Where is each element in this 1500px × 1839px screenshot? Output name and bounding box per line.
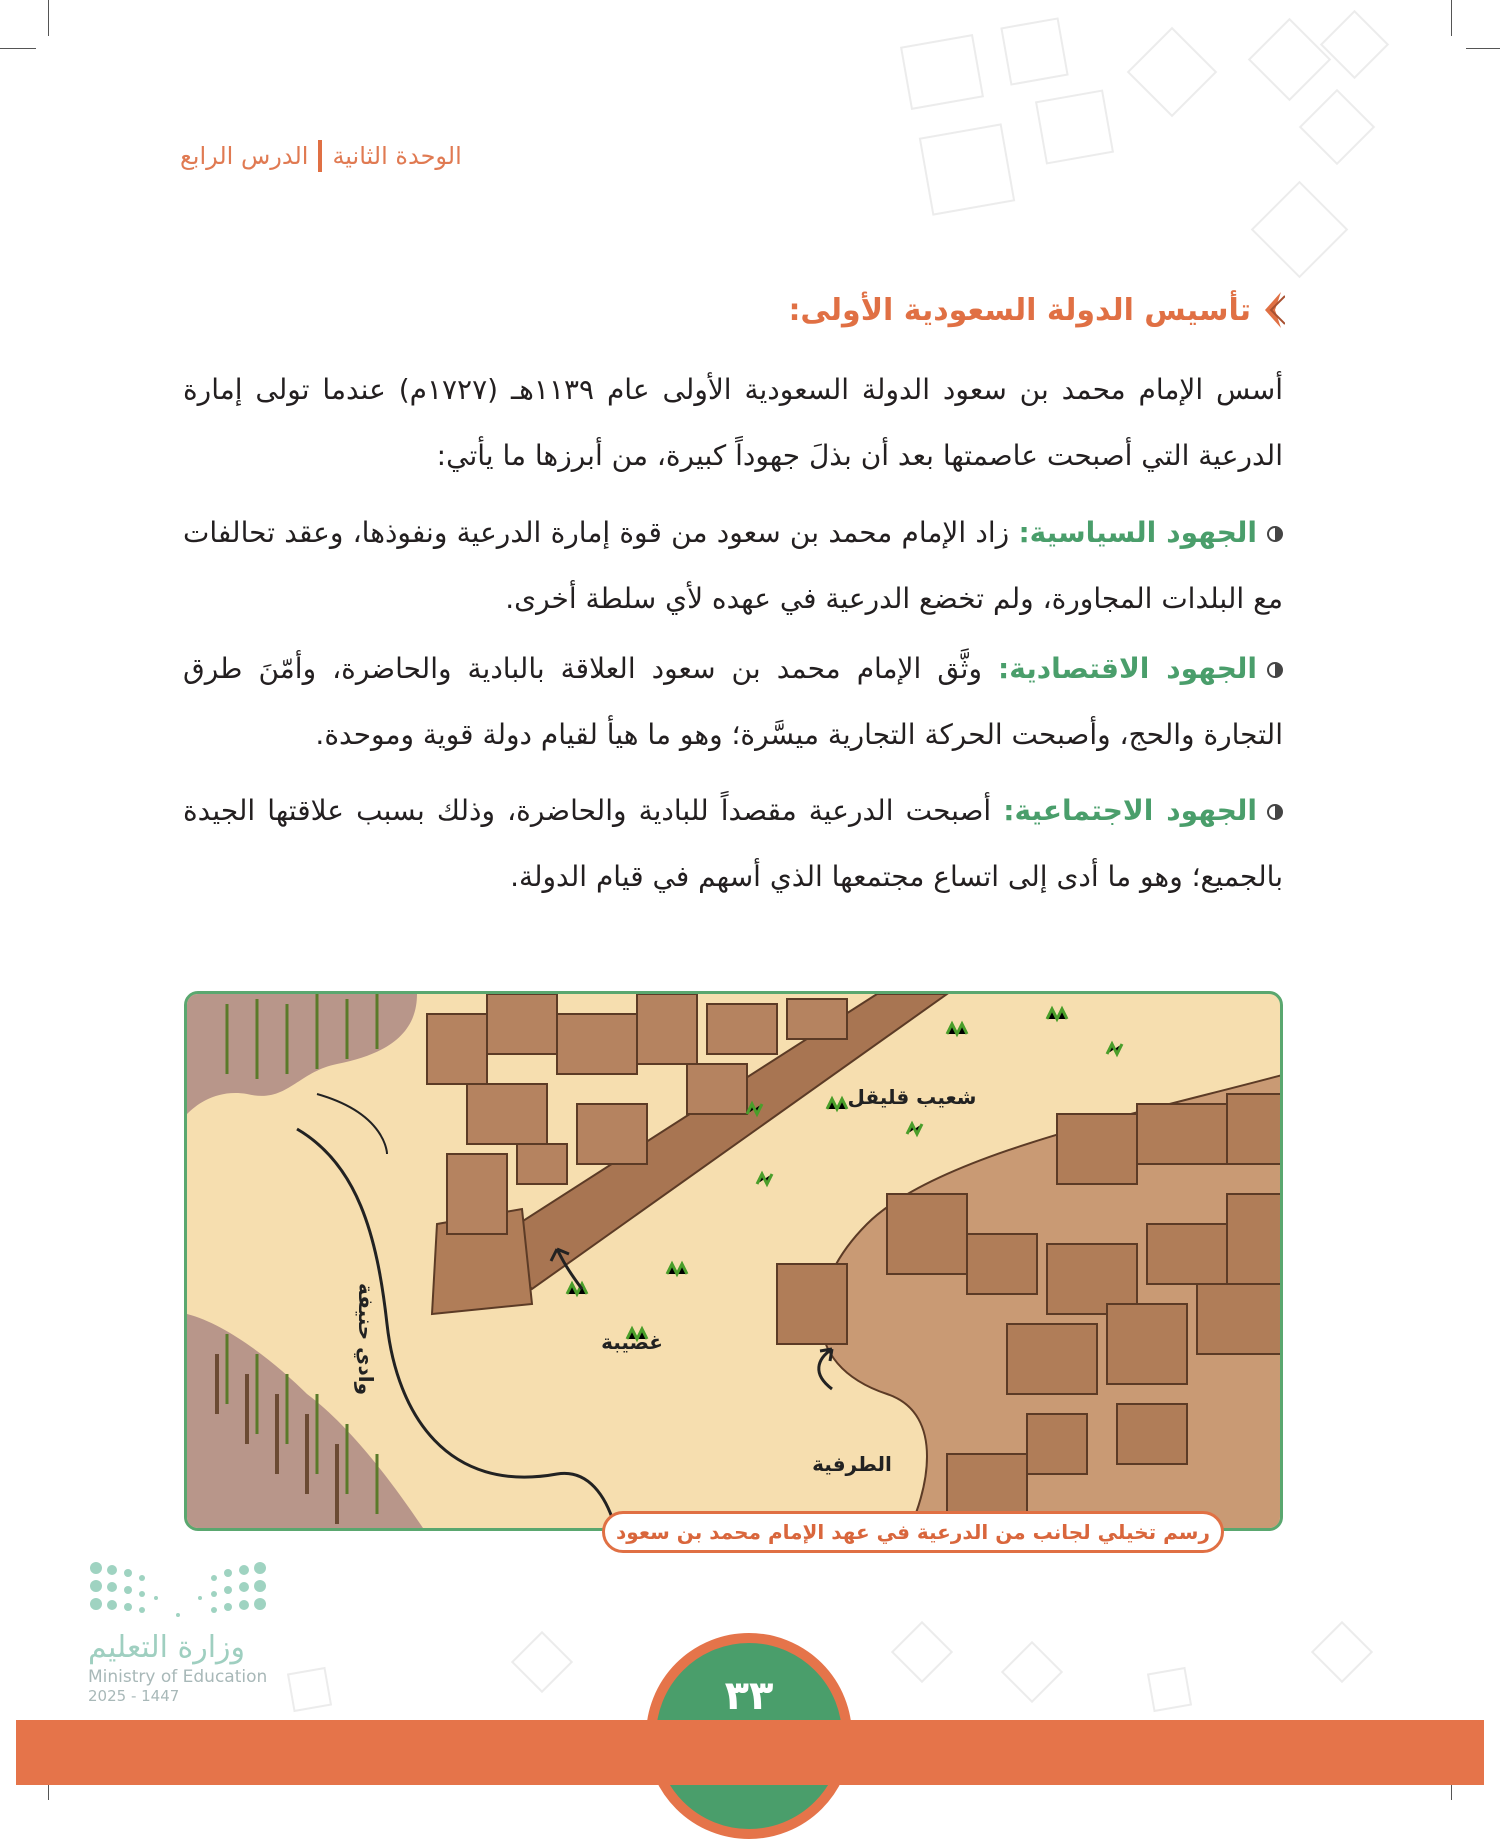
label-shuaib: شعيب قليقل [847,1085,977,1109]
wadi-path-edge [317,1094,387,1154]
ministry-logo [88,1560,278,1705]
bullet-term: الجهود السياسية: [1018,516,1257,549]
footer-bar [16,1720,1484,1785]
section-heading [788,290,1285,330]
arrow-icon [819,1349,832,1389]
label-turaif: الطرفية [812,1452,892,1476]
palm-grove-top [187,994,417,1114]
label-ghusaiba: غصيبة [601,1330,663,1354]
decor-square [1147,1667,1192,1712]
crop-mark [1451,0,1452,36]
bullet-economic [183,636,1283,768]
decor-diamond [511,1631,573,1693]
section-title: تأسيس الدولة السعودية الأولى: [788,292,1251,328]
logo-english-text: Ministry of Education [88,1667,268,1687]
crop-mark [0,48,36,49]
intro-paragraph: أسس الإمام محمد بن سعود الدولة السعودية الأولى عام ١١٣٩هـ (١٧٢٧م) عندما تولى إمارة الدرعية التي أصبحت عاصمتها بعد أن بذلَ جهوداً كبيرة، من أبرزها ما يأتي: [183,373,1283,472]
bullet-text: زاد الإمام محمد بن سعود من قوة إمارة الدرعية ونفوذها، وعقد تحالفات مع البلدات المجاورة، ولم تخضع الدرعية في عهده لأي سلطة أخرى. [183,516,1283,615]
bullet-text: وثَّق الإمام محمد بن سعود العلاقة بالبادية والحاضرة، وأمّنَ طرق التجارة والحج، وأصبحت الحركة التجارية ميسَّرة؛ وهو ما هيأ لقيام دولة قوية وموحدة. [183,652,1283,751]
decor-square [1000,17,1068,85]
bullet-icon [1267,662,1283,678]
bullet-term: الجهود الاقتصادية: [998,652,1257,685]
decor-square [1035,89,1114,164]
bullet-icon [1267,526,1283,542]
decor-diamond [1320,10,1389,79]
decor-diamond [1299,89,1375,165]
decor-diamond [1001,1641,1063,1703]
bullet-social [183,778,1283,910]
illustration-svg [187,994,1283,1531]
logo-year: 2025 - 1447 [88,1687,180,1705]
decor-square [919,123,1015,215]
breadcrumb [180,140,462,172]
decor-diamond [1251,181,1349,279]
figure-caption: رسم تخيلي لجانب من الدرعية في عهد الإمام محمد بن سعود [602,1511,1224,1553]
diriyah-illustration [184,991,1283,1531]
bullet-political [183,500,1283,632]
crop-mark [1466,48,1500,49]
decor-diamond [1127,27,1218,118]
breadcrumb-separator [318,140,322,172]
decor-square [900,34,984,110]
page-number: ٣٣ [724,1673,774,1719]
decor-diamond [1311,1621,1373,1683]
bullet-icon [1267,804,1283,820]
label-wadi: وادي حنيفة [354,1282,378,1396]
bullet-text: أصبحت الدرعية مقصداً للبادية والحاضرة، وذلك بسبب علاقتها الجيدة بالجميع؛ وهو ما أدى إلى اتساع مجتمعها الذي أسهم في قيام الدولة. [183,794,1283,893]
chevron-left-icon [1261,290,1285,330]
unit-label: الوحدة الثانية [332,142,462,170]
decor-square [287,1667,332,1712]
bullet-term: الجهود الاجتماعية: [1003,794,1257,827]
lesson-label: الدرس الرابع [180,142,309,170]
decor-diamond [1248,18,1331,101]
crop-mark [48,0,49,36]
logo-arabic-text: وزارة التعليم [88,1630,246,1665]
decor-diamond [891,1621,953,1683]
logo-dots-icon [88,1560,268,1620]
